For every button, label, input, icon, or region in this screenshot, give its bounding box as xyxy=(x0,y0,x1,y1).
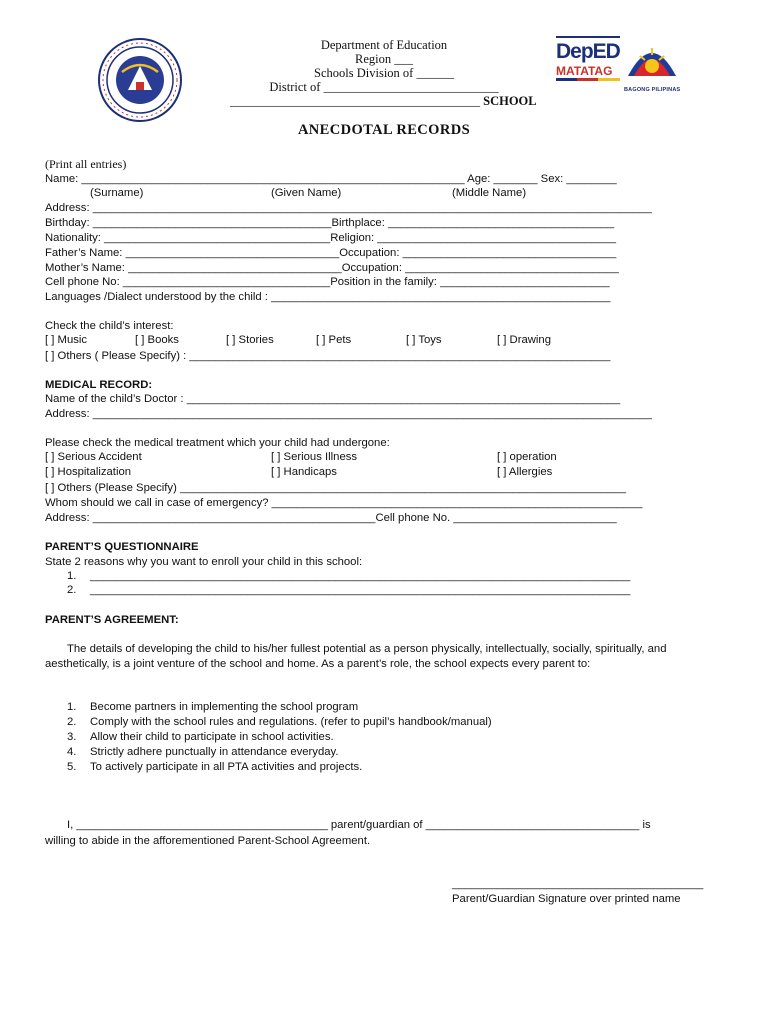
treatment-serious-illness-checkbox[interactable]: [ ] Serious Illness xyxy=(271,451,358,463)
agreement-item-text: To actively participate in all PTA activities and projects. xyxy=(90,761,363,773)
division-line: Schools Division of ______ xyxy=(314,66,454,80)
agreement-item-number: 5. xyxy=(67,761,77,773)
signature-label: Parent/Guardian Signature over printed name xyxy=(452,893,681,905)
agreement-item-text: Comply with the school rules and regulations. (refer to pupil’s handbook/manual) xyxy=(90,716,492,728)
medical-heading: MEDICAL RECORD: xyxy=(45,379,153,391)
agreement-paragraph-text: The details of developing the child to his/her fullest potential as a person physically, intellectually, socially, spiritually, and aesthetically, is a joint venture of the school and home. As a parent’s role, the school expects every parent to: xyxy=(45,643,667,670)
reason-line[interactable]: ______________________________________________________________________________________ xyxy=(90,570,631,582)
agreement-item-number: 4. xyxy=(67,746,77,758)
father-name-field[interactable]: Father’s Name: __________________________________Occupation: __________________________________ xyxy=(45,247,617,259)
treatment-label: Please check the medical treatment which your child had undergone: xyxy=(45,437,390,449)
region-line: Region ___ xyxy=(355,52,413,66)
interest-music-checkbox[interactable]: [ ] Music xyxy=(45,334,88,346)
questionnaire-prompt: State 2 reasons why you want to enroll your child in this school: xyxy=(45,556,363,568)
reason-number: 1. xyxy=(67,570,77,582)
pledge-line-continued: willing to abide in the afforementioned Parent-School Agreement. xyxy=(45,835,371,847)
school-blank: ________________________________________ xyxy=(230,94,480,108)
agreement-item xyxy=(67,716,492,728)
district-line: District of ____________________________ xyxy=(269,80,499,94)
treatment-handicaps-checkbox[interactable]: [ ] Handicaps xyxy=(271,466,337,478)
matatag-text: MATATAG xyxy=(556,64,613,78)
agreement-item-number: 2. xyxy=(67,716,77,728)
deped-logo xyxy=(556,36,620,88)
agreement-paragraph xyxy=(45,642,725,672)
signature-line[interactable]: ________________________________________ xyxy=(452,878,704,890)
agreement-item-text: Allow their child to participate in school activities. xyxy=(90,731,334,743)
treatment-others-field[interactable]: [ ] Others (Please Specify) _______________________________________________________________________ xyxy=(45,482,627,494)
surname-caption: (Surname) xyxy=(90,187,144,199)
treatment-operation-checkbox[interactable]: [ ] operation xyxy=(497,451,557,463)
questionnaire-heading: PARENT’S QUESTIONNAIRE xyxy=(45,541,199,553)
interest-stories-checkbox[interactable]: [ ] Stories xyxy=(226,334,274,346)
doctor-address-field[interactable]: Address: _________________________________________________________________________________________ xyxy=(45,408,652,420)
interest-toys-checkbox[interactable]: [ ] Toys xyxy=(406,334,442,346)
nationality-field[interactable]: Nationality: ____________________________________Religion: ______________________________________ xyxy=(45,232,617,244)
middle-name-caption: (Middle Name) xyxy=(452,187,527,199)
reason-line[interactable]: ______________________________________________________________________________________ xyxy=(90,584,631,596)
reason-item[interactable] xyxy=(67,584,630,596)
interest-drawing-checkbox[interactable]: [ ] Drawing xyxy=(497,334,551,346)
agreement-item xyxy=(67,701,358,713)
agreement-item xyxy=(67,731,334,743)
bagong-pilipinas-text: BAGONG PILIPINAS xyxy=(624,87,681,93)
interest-pets-checkbox[interactable]: [ ] Pets xyxy=(316,334,352,346)
page-title: ANECDOTAL RECORDS xyxy=(297,122,471,138)
reason-number: 2. xyxy=(67,584,77,596)
doctor-name-field[interactable]: Name of the child’s Doctor : _____________________________________________________________________ xyxy=(45,393,621,405)
interest-others-field[interactable]: [ ] Others ( Please Specify) : ___________________________________________________________________ xyxy=(45,350,611,362)
agreement-item-number: 3. xyxy=(67,731,77,743)
bagong-pilipinas-logo xyxy=(624,36,680,92)
agreement-item xyxy=(67,746,338,758)
agreement-item-text: Strictly adhere punctually in attendance everyday. xyxy=(90,746,339,758)
mother-name-field[interactable]: Mother’s Name: __________________________________Occupation: __________________________________ xyxy=(45,262,619,274)
given-name-caption: (Given Name) xyxy=(271,187,342,199)
agreement-heading: PARENT’S AGREEMENT: xyxy=(45,614,179,626)
deped-logo-text: DepED xyxy=(556,36,620,64)
name-field[interactable]: Name: _____________________________________________________________ Age: _______ Sex: ________ xyxy=(45,173,617,185)
school-line xyxy=(230,94,537,109)
birthday-field[interactable]: Birthday: ______________________________________Birthplace: ____________________________________ xyxy=(45,217,615,229)
agreement-item xyxy=(67,761,362,773)
treatment-allergies-checkbox[interactable]: [ ] Allergies xyxy=(497,466,553,478)
emergency-contact-field[interactable]: Whom should we call in case of emergency? ___________________________________________________________ xyxy=(45,497,643,509)
agreement-item-text: Become partners in implementing the school program xyxy=(90,701,359,713)
school-label: SCHOOL xyxy=(483,94,537,108)
print-all-note: (Print all entries) xyxy=(45,157,127,171)
interest-books-checkbox[interactable]: [ ] Books xyxy=(135,334,179,346)
pledge-line[interactable]: I, ________________________________________ parent/guardian of __________________________________ is xyxy=(67,819,651,831)
treatment-serious-accident-checkbox[interactable]: [ ] Serious Accident xyxy=(45,451,142,463)
agreement-item-number: 1. xyxy=(67,701,77,713)
treatment-hospitalization-checkbox[interactable]: [ ] Hospitalization xyxy=(45,466,132,478)
languages-field[interactable]: Languages /Dialect understood by the child : ______________________________________________________ xyxy=(45,291,611,303)
interest-label: Check the child’s interest: xyxy=(45,320,174,332)
dept-name: Department of Education xyxy=(320,38,448,52)
address-field[interactable]: Address: _________________________________________________________________________________________ xyxy=(45,202,652,214)
emergency-address-field[interactable]: Address: _____________________________________________Cell phone No. __________________________ xyxy=(45,512,617,524)
cell-phone-field[interactable]: Cell phone No: _________________________________Position in the family: ___________________________ xyxy=(45,276,610,288)
reason-item[interactable] xyxy=(67,570,630,582)
